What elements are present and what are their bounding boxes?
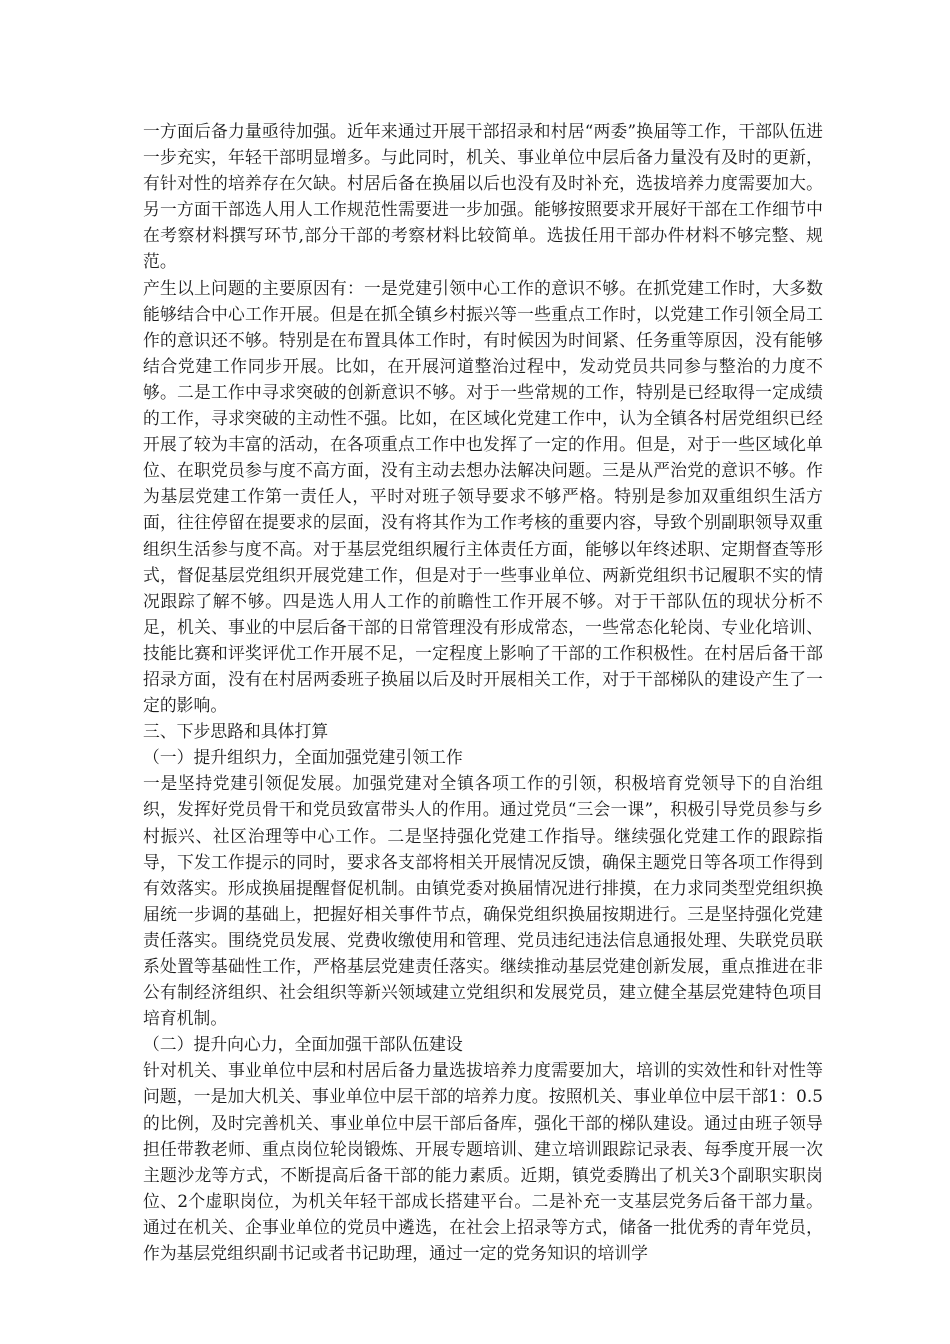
document-body xyxy=(143,118,823,1266)
subheading-cadre-team: （二）提升向心力，全面加强干部队伍建设 xyxy=(143,1034,463,1055)
paragraph-backup-strength: 一方面后备力量亟待加强。近年来通过开展干部招录和村居“两委”换届等工作，干部队伍进一步充实，年轻干部明显增多。与此同时，机关、事业单位中层后备力量没有及时的更新，有针对性的培养存在欠缺。村居后备在换届以后也没有及时补充，选拔培养力度需要加大。另一方面干部选人用人工作规范性需要进一步加强。能够按照要求开展好干部在工作细节中在考察材料撰写环节,部分干部的考察材料比较简单。选拔任用干部办件材料不够完整、规范。 xyxy=(143,121,823,272)
paragraph-cadre-training: 针对机关、事业单位中层和村居后备力量选拔培养力度需要加大，培训的实效性和针对性等问题，一是加大机关、事业单位中层干部的培养力度。按照机关、事业单位中层干部1：0.5的比例，及时完善机关、事业单位中层干部后备库，强化干部的梯队建设。通过由班子领导担任带教老师、重点岗位轮岗锻炼、开展专题培训、建立培训跟踪记录表、每季度开展一次主题沙龙等方式，不断提高后备干部的能力素质。近期，镇党委腾出了机关3个副职实职岗位、2个虚职岗位，为机关年轻干部成长搭建平台。二是补充一支基层党务后备干部力量。通过在机关、企事业单位的党员中遴选，在社会上招录等方式，储备一批优秀的青年党员，作为基层党组织副书记或者书记助理，通过一定的党务知识的培训学 xyxy=(143,1060,823,1264)
section-heading-next-steps: 三、下步思路和具体打算 xyxy=(143,721,329,742)
paragraph-party-building: 一是坚持党建引领促发展。加强党建对全镇各项工作的引领，积极培育党领导下的自治组织，发挥好党员骨干和党员致富带头人的作用。通过党员“三会一课”，积极引导党员参与乡村振兴、社区治理等中心工作。二是坚持强化党建工作指导。继续强化党建工作的跟踪指导，下发工作提示的同时，要求各支部将相关开展情况反馈，确保主题党日等各项工作得到有效落实。形成换届提醒督促机制。由镇党委对换届情况进行排摸，在力求同类型党组织换届统一步调的基础上，把握好相关事件节点，确保党组织换届按期进行。三是坚持强化党建责任落实。围绕党员发展、党费收缴使用和管理、党员违纪违法信息通报处理、失联党员联系处置等基础性工作，严格基层党建责任落实。继续推动基层党建创新发展，重点推进在非公有制经济组织、社会组织等新兴领域建立党组织和发展党员，建立健全基层党建特色项目培育机制。 xyxy=(143,773,823,1029)
paragraph-causes: 产生以上问题的主要原因有：一是党建引领中心工作的意识不够。在抓党建工作时，大多数能够结合中心工作开展。但是在抓全镇乡村振兴等一些重点工作时，以党建工作引领全局工作的意识还不够。特别是在布置具体工作时，有时候因为时间紧、任务重等原因，没有能够结合党建工作同步开展。比如，在开展河道整治过程中，发动党员共同参与整治的力度不够。二是工作中寻求突破的创新意识不够。对于一些常规的工作，特别是已经取得一定成绩的工作，寻求突破的主动性不强。比如，在区域化党建工作中，认为全镇各村居党组织已经开展了较为丰富的活动，在各项重点工作中也发挥了一定的作用。但是，对于一些区域化单位、在职党员参与度不高方面，没有主动去想办法解决问题。三是从严治党的意识不够。作为基层党建工作第一责任人，平时对班子领导要求不够严格。特别是参加双重组织生活方面，往往停留在提要求的层面，没有将其作为工作考核的重要内容，导致个别副职领导双重组织生活参与度不高。对于基层党组织履行主体责任方面，能够以年终述职、定期督查等形式，督促基层党组织开展党建工作，但是对于一些事业单位、两新党组织书记履职不实的情况跟踪了解不够。四是选人用人工作的前瞻性工作开展不够。对于干部队伍的现状分析不足，机关、事业的中层后备干部的日常管理没有形成常态，一些常态化轮岗、专业化培训、技能比赛和评奖评优工作开展不足，一定程度上影响了干部的工作积极性。在村居后备干部招录方面，没有在村居两委班子换届以后及时开展相关工作，对于干部梯队的建设产生了一定的影响。 xyxy=(143,277,823,716)
subheading-organization: （一）提升组织力，全面加强党建引领工作 xyxy=(143,747,463,768)
